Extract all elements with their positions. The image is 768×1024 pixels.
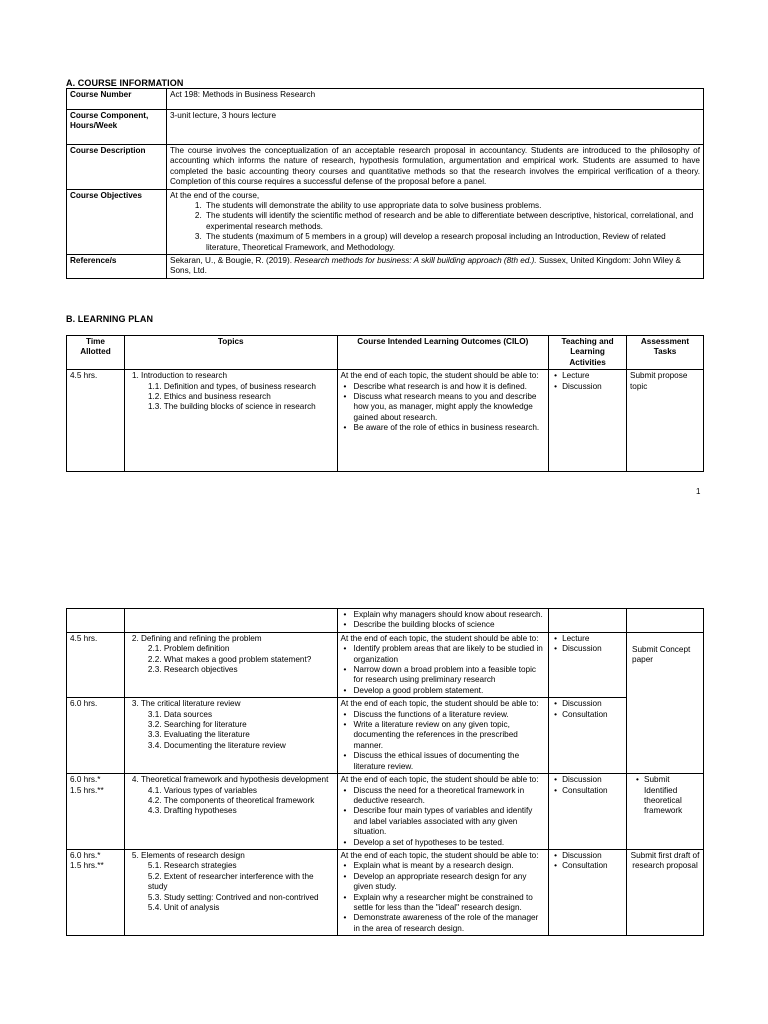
cilo-item: • Develop a good problem statement. — [354, 686, 546, 696]
learning-plan-table-page2 — [66, 608, 704, 936]
row2-cilo — [337, 632, 549, 697]
tla-item: • Consultation — [562, 710, 623, 720]
row2-assessment — [627, 632, 704, 773]
objective-item: 3. The students (maximum of 5 members in a group) will develop a research proposal including an Introduction, Review of related literature, Theoretical Framework, and Methodology. — [204, 232, 700, 253]
time-primary: 6.0 hrs.* — [70, 850, 101, 860]
row1-assessment: Submit propose topic — [627, 370, 704, 472]
subtopic: 2.1. Problem definition — [147, 644, 230, 654]
row2-topics — [124, 632, 337, 697]
row2-time: 4.5 hrs. — [67, 632, 125, 697]
objective-item: 2. The students will identify the scientific method of research and be able to differentiate between descriptive, historical, correlational, and experimental research methods. — [204, 211, 700, 232]
row4-topics — [124, 774, 337, 850]
cilo-list — [341, 710, 546, 772]
cilo-intro: At the end of each topic, the student should be able to: — [340, 775, 539, 785]
cilo-list — [341, 861, 546, 934]
cilo-item: • Demonstrate awareness of the role of the manager in the area of research design. — [354, 913, 546, 934]
cilo-list — [341, 786, 546, 848]
tla-list — [552, 699, 623, 720]
subtopic: 5.1. Research strategies — [147, 861, 237, 871]
tla-list — [552, 634, 623, 655]
subtopic: 1.1. Definition and types, of business research — [147, 381, 316, 391]
cilo-item: • Narrow down a broad problem into a feasible topic for research using preliminary research — [354, 665, 546, 686]
cilo-item: • Describe what research is and how it is defined. — [354, 382, 546, 392]
learning-plan-table-page1 — [66, 335, 704, 472]
cilo-item: • Explain what is meant by a research design. — [354, 861, 546, 871]
cilo-item: • Develop a set of hypotheses to be tested. — [354, 838, 546, 848]
subtopic: 3.4. Documenting the literature review — [147, 740, 286, 750]
reference-label: Reference/s — [67, 255, 167, 279]
subtopic: 2.3. Research objectives — [147, 665, 238, 675]
course-objectives-value — [167, 189, 704, 254]
row1-tla — [549, 370, 627, 472]
subtopic: 5.2. Extent of researcher interference with the study — [147, 871, 314, 892]
tla-item: • Lecture — [562, 634, 623, 644]
cilo-list — [341, 382, 546, 434]
tla-item: • Discussion — [562, 644, 623, 654]
cont-topics — [124, 609, 337, 633]
course-number-label: Course Number — [67, 89, 167, 110]
time-secondary: 1.5 hrs.** — [70, 861, 104, 871]
row5-time — [67, 849, 125, 935]
cilo-item: • Discuss the need for a theoretical framework in deductive research. — [354, 786, 546, 807]
cilo-intro: At the end of each topic, the student should be able to: — [340, 850, 539, 860]
tla-item: • Discussion — [562, 382, 623, 392]
topic-title: 1. Introduction to research — [131, 371, 228, 381]
cilo-intro: At the end of each topic, the student should be able to: — [340, 699, 539, 709]
assessment-text: Submit Concept paper — [632, 644, 691, 665]
cont-assessment — [627, 609, 704, 633]
reference-authors: Sekaran, U., & Bougie, R. (2019). — [170, 256, 295, 266]
cilo-item: • Identify problem areas that are likely to be studied in organization — [354, 644, 546, 665]
row4-time — [67, 774, 125, 850]
row5-assessment: Submit first draft of research proposal — [627, 849, 704, 935]
cont-cilo — [337, 609, 549, 633]
cilo-item: • Describe the building blocks of science — [354, 620, 546, 630]
cilo-item: • Discuss the ethical issues of documenting the literature review. — [354, 751, 546, 772]
cilo-item: • Explain why managers should know about research. — [354, 610, 546, 620]
tla-list — [552, 851, 623, 872]
row1-cilo — [337, 370, 549, 472]
subtopic: 5.4. Unit of analysis — [147, 902, 220, 912]
header-tla: Teaching and Learning Activities — [549, 336, 627, 370]
cilo-intro: At the end of each topic, the student should be able to: — [340, 633, 539, 643]
row1-topics — [124, 370, 337, 472]
subtopic: 4.2. The components of theoretical framework — [147, 795, 315, 805]
row1-time: 4.5 hrs. — [67, 370, 125, 472]
row3-time: 6.0 hrs. — [67, 698, 125, 774]
course-description-label: Course Description — [67, 145, 167, 190]
course-component-value: 3-unit lecture, 3 hours lecture — [167, 110, 704, 145]
topic-title: 2. Defining and refining the problem — [131, 633, 262, 643]
subtopic: 4.1. Various types of variables — [147, 785, 257, 795]
tla-list — [552, 371, 623, 392]
objectives-list — [170, 201, 700, 253]
objectives-intro: At the end of the course, — [170, 190, 260, 200]
cilo-item: • Be aware of the role of ethics in business research. — [354, 423, 546, 433]
tla-item: • Discussion — [562, 699, 623, 709]
row2-tla — [549, 632, 627, 697]
topic-title: 3. The critical literature review — [131, 699, 241, 709]
header-assessment: Assessment Tasks — [627, 336, 704, 370]
cilo-item: • Develop an appropriate research design for any given study. — [354, 872, 546, 893]
row5-cilo — [337, 849, 549, 935]
topic-title: 5. Elements of research design — [131, 850, 245, 860]
subtopic: 2.2. What makes a good problem statement? — [147, 654, 312, 664]
reference-book-title: Research methods for business: A skill building approach (8th ed.). — [294, 256, 537, 266]
cont-time — [67, 609, 125, 633]
cilo-item: • Discuss what research means to you and describe how you, as manager, might apply the knowledge gained about research. — [354, 392, 546, 423]
objective-item: 1. The students will demonstrate the ability to use appropriate data to solve business problems. — [204, 201, 700, 211]
subtopic: 4.3. Drafting hypotheses — [147, 806, 237, 816]
reference-publisher: Sussex, United Kingdom: John Wiley & Sons, Ltd. — [170, 256, 681, 276]
header-time: Time Allotted — [67, 336, 125, 370]
tla-item: • Consultation — [562, 861, 623, 871]
assessment-list — [630, 775, 700, 817]
row5-topics — [124, 849, 337, 935]
cilo-item: • Discuss the functions of a literature review. — [354, 710, 546, 720]
row4-tla — [549, 774, 627, 850]
subtopic: 3.1. Data sources — [147, 709, 213, 719]
row3-topics — [124, 698, 337, 774]
row3-tla — [549, 698, 627, 774]
tla-item: • Discussion — [562, 851, 623, 861]
page-number: 1 — [696, 487, 701, 496]
cilo-list — [341, 644, 546, 696]
course-description-value: The course involves the conceptualization of an acceptable research proposal in accountancy. Students are introduced to the philosophy of accounting which informs the nature of research, hypothesis formulation, argumentation and empirical work. Students are assumed to have completed the basic accounting theory courses and quantitative methods so that the research involves the empirical verification of a theory. Completion of this course requires a successful defense of the proposal before a panel. — [167, 145, 704, 190]
section-b-title: B. LEARNING PLAN — [66, 314, 154, 324]
time-secondary: 1.5 hrs.** — [70, 785, 104, 795]
subtopic: 5.3. Study setting: Contrived and non-contrived — [147, 892, 319, 902]
header-cilo: Course Intended Learning Outcomes (CILO) — [337, 336, 549, 370]
course-info-table — [66, 88, 704, 279]
tla-item: • Consultation — [562, 786, 623, 796]
course-component-label: Course Component, Hours/Week — [67, 110, 167, 145]
subtopic: 1.3. The building blocks of science in research — [147, 402, 316, 412]
tla-item: • Discussion — [562, 775, 623, 785]
row5-tla — [549, 849, 627, 935]
cilo-intro: At the end of each topic, the student should be able to: — [340, 371, 539, 381]
tla-list — [552, 775, 623, 796]
cont-tla — [549, 609, 627, 633]
cilo-item: • Describe four main types of variables and identify and label variables associated with any given situation. — [354, 806, 546, 837]
section-a-title: A. COURSE INFORMATION — [66, 78, 184, 88]
header-topics: Topics — [124, 336, 337, 370]
subtopic: 3.2. Searching for literature — [147, 720, 247, 730]
cilo-item: • Explain why a researcher might be constrained to settle for less than the "ideal" research design. — [354, 893, 546, 914]
row3-cilo — [337, 698, 549, 774]
time-primary: 6.0 hrs.* — [70, 775, 101, 785]
cilo-list — [341, 610, 546, 631]
course-objectives-label: Course Objectives — [67, 189, 167, 254]
tla-item: • Lecture — [562, 371, 623, 381]
assessment-item: • Submit Identified theoretical framework — [644, 775, 700, 817]
topic-title: 4. Theoretical framework and hypothesis development — [131, 775, 329, 785]
course-number-value: Act 198: Methods in Business Research — [167, 89, 704, 110]
row4-assessment — [627, 774, 704, 850]
subtopic: 1.2. Ethics and business research — [147, 392, 271, 402]
cilo-item: • Write a literature review on any given topic, documenting the references in the prescribed manner. — [354, 720, 546, 751]
reference-value — [167, 255, 704, 279]
subtopic: 3.3. Evaluating the literature — [147, 730, 250, 740]
row4-cilo — [337, 774, 549, 850]
